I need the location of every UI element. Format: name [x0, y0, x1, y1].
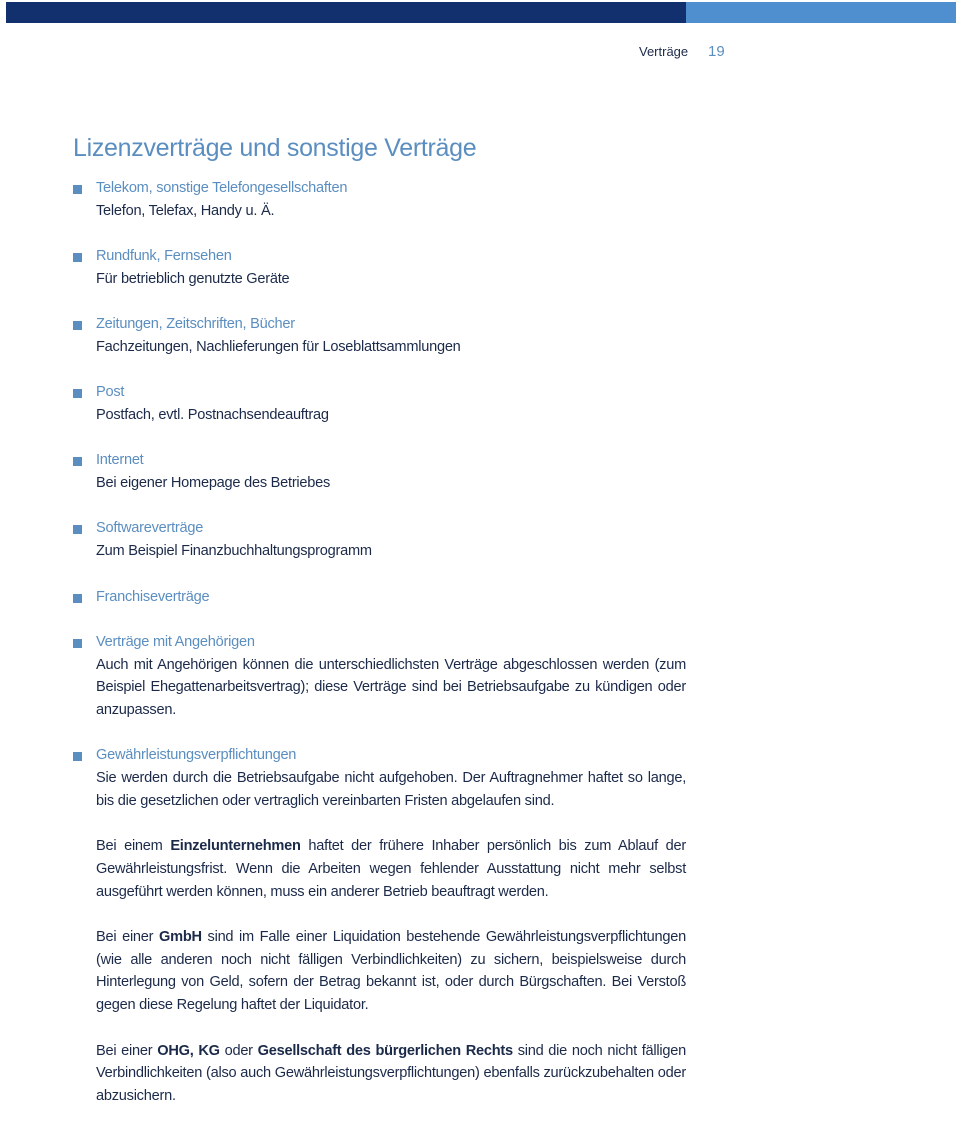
text: haftet der frühere Inhaber persönlich bis zum Ablauf der Gewährleistungsfrist. Wenn die Arbeiten wegen fehlender Ausstattung nicht mehr selbst ausgeführt werden können, muss ein anderer Betrieb beauftragt werden.: [96, 838, 687, 900]
item-text: Fachzeitungen, Nachlieferungen für Loseblattsammlungen: [96, 338, 461, 355]
item-heading: Franchiseverträge: [96, 588, 210, 605]
item-heading: Softwareverträge: [96, 520, 204, 537]
list-item: [96, 313, 686, 358]
header-bar-dark: [6, 2, 686, 23]
bullet-icon: [73, 594, 82, 603]
list-item: [96, 744, 686, 812]
item-heading: Zeitungen, Zeitschriften, Bücher: [96, 316, 295, 333]
list-item: [96, 517, 686, 562]
text: oder: [219, 1042, 258, 1059]
item-heading: Internet: [96, 452, 144, 469]
page-number: 19: [708, 43, 725, 60]
page-title: Lizenzverträge und sonstige Verträge: [73, 134, 477, 162]
bullet-icon: [73, 253, 82, 262]
list-item: [96, 381, 686, 426]
header-bar-light: [686, 2, 956, 23]
list-item: [96, 449, 686, 494]
item-text: Sie werden durch die Betriebsaufgabe nicht aufgehoben. Der Auftragnehmer haftet so lange, bis die gesetzlichen oder vertraglich vereinbarten Fristen abgelaufen sind.: [96, 770, 686, 809]
emphasis: Gesellschaft des bürgerlichen Rechts: [257, 1042, 513, 1059]
item-text: Zum Beispiel Finanzbuchhaltungsprogramm: [96, 543, 372, 560]
item-heading: Gewährleistungsverpflichtungen: [96, 747, 297, 764]
content: [96, 177, 686, 1130]
item-heading: Rundfunk, Fernsehen: [96, 248, 232, 265]
item-text: Postfach, evtl. Postnachsendeauftrag: [96, 406, 329, 423]
item-heading: Telekom, sonstige Telefongesellschaften: [96, 180, 348, 196]
running-title: Verträge: [639, 44, 689, 59]
bullet-icon: [73, 752, 82, 761]
list-item: [96, 586, 686, 609]
item-heading: Verträge mit Angehörigen: [96, 633, 255, 650]
bullet-icon: [73, 321, 82, 330]
item-text: Auch mit Angehörigen können die unterschiedlichsten Verträge abgeschlossen werden (zum Beispiel Ehegattenarbeitsvertrag); diese Verträge sind bei Betriebsaufgabe zu kündigen oder anzupassen.: [96, 656, 686, 719]
list-item: [96, 177, 686, 222]
bullet-icon: [73, 457, 82, 466]
item-heading: Post: [96, 384, 125, 401]
item-text: Telefon, Telefax, Handy u. Ä.: [96, 202, 275, 219]
bullet-icon: [73, 639, 82, 648]
list-item: [96, 245, 686, 290]
text: sind die noch nicht fälligen Verbindlichkeiten (also auch Gewährleistungsverpflichtungen) ebenfalls zurückzubehalten oder abzusichern.: [96, 1042, 687, 1104]
paragraph-gmbh: [96, 926, 686, 1017]
bullet-icon: [73, 525, 82, 534]
emphasis: OHG, KG: [157, 1042, 220, 1059]
emphasis: Einzelunternehmen: [170, 838, 301, 855]
text: sind im Falle einer Liquidation bestehende Gewährleistungsverpflichtungen (wie alle anderen noch nicht fälligen Verbindlichkeiten) zu sichern, beispielsweise durch Hinterlegung von Geld, sofern der Betrag bekannt ist, oder durch Bürgschaften. Bei Verstoß gegen diese Regelung haftet der Liquidator.: [96, 929, 686, 1014]
text: Bei einer: [96, 1042, 158, 1059]
bullet-icon: [73, 185, 82, 194]
list-item: [96, 631, 686, 722]
emphasis: GmbH: [159, 929, 202, 946]
paragraph-ohg-kg: [96, 1040, 686, 1108]
text: Bei einer: [96, 929, 160, 946]
text: Bei einem: [96, 838, 171, 855]
item-text: Für betrieblich genutzte Geräte: [96, 270, 290, 287]
paragraph-einzelunternehmen: [96, 835, 686, 903]
item-text: Bei eigener Homepage des Betriebes: [96, 475, 331, 492]
bullet-icon: [73, 389, 82, 398]
